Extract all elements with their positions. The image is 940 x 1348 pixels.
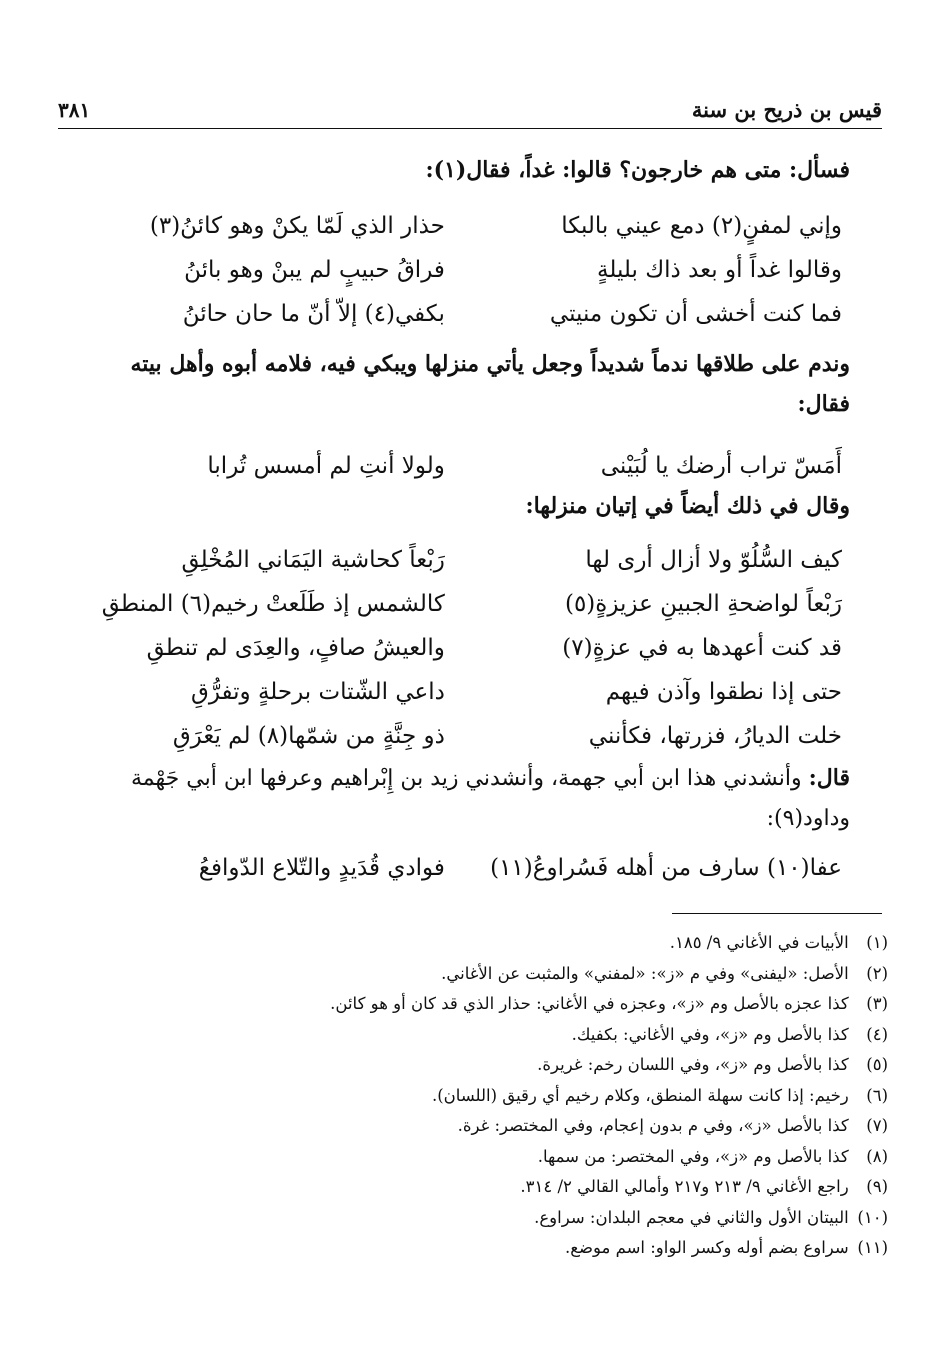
poem3-verse-3 (120, 626, 842, 670)
verse-second-hemistich: ذو جِنَّةٍ من شمّها(٨) لم يَعْرَقِ (172, 723, 445, 749)
qala-label: قال: (808, 765, 850, 791)
verse-second-hemistich: كالشمس إذ طَلَعتْ رخيم(٦) المنطقِ (101, 591, 445, 617)
footnote-text: راجع الأغاني ٩/ ٢١٣ و٢١٧ وأمالي القالي ٢/ ٣١٤. (520, 1177, 849, 1196)
narrative-paragraph-1: وندم على طلاقها ندماً شديداً وجعل يأتي منزلها ويبكي فيه، فلامه أبوه وأهل بيته فقال: (130, 351, 850, 417)
footnote-text: الأصل: «ليفنى» وفي م «ز»: «لمفني» والمثبت عن الأغاني. (441, 963, 849, 983)
footnote-text: سراوع بضم أوله وكسر الواو: اسم موضع. (564, 1238, 849, 1257)
poem3-verse-5 (120, 714, 842, 758)
footnotes (100, 928, 888, 1264)
verse-first-hemistich: خلت الديارُ، فزرتها، فكأنني (588, 723, 842, 749)
footnote (100, 1050, 888, 1081)
poem1-verse-2 (120, 248, 842, 292)
verse-first-hemistich: قد كنت أعهدها به في عزةٍ(٧) (562, 635, 842, 661)
footnote-text: كذا بالأصل وم «ز»، وفي المختصر: من سمها. (537, 1146, 849, 1166)
intro-paragraph: فسأل: متى هم خارجون؟ قالوا: غداً، فقال(١): (425, 157, 850, 183)
narrative-paragraph-2: وقال في ذلك أيضاً في إتيان منزلها: (525, 493, 850, 519)
narrative-text: وأنشدني هذا ابن أبي جهمة، وأنشدني زيد بن إِبْراهيم وعرفها ابن أبي جَهْمة وداود(٩): (131, 766, 850, 831)
footnote (100, 959, 888, 990)
running-header (58, 88, 882, 129)
footnote-text: كذا بالأصل وم «ز»، وفي اللسان رخم: غريرة. (537, 1055, 849, 1074)
poem1-verse-3 (120, 292, 842, 336)
footnote-text: الأبيات في الأغاني ٩/ ١٨٥. (669, 933, 849, 952)
footnote-number: (١١) (857, 1238, 888, 1257)
footnote (100, 1020, 888, 1051)
verse-first-hemistich: حتى إذا نطقوا وآذن فيهم (605, 679, 842, 705)
verse-first-hemistich: وإني لمفنٍ(٢) دمع عيني بالبكا (561, 213, 842, 239)
footnote-number: (٣) (866, 994, 888, 1013)
footnote-number: (٩) (866, 1177, 888, 1196)
verse-first-hemistich: فما كنت أخشى أن تكون منيتي (549, 301, 842, 327)
verse-first-hemistich: رَبْعاً لواضحةِ الجبينِ عزيزةٍ(٥) (564, 591, 842, 617)
verse-first-hemistich: عفا(١٠) سارف من أهله فَسُراوعُ(١١) (490, 855, 842, 881)
verse-second-hemistich: فوادي قُدَيدٍ والتّلاع الدّوافعُ (198, 855, 445, 881)
footnote-number: (٧) (866, 1116, 888, 1135)
footnote-text: رخيم: إذا كانت سهلة المنطق، وكلام رخيم أي رقيق (اللسان). (432, 1085, 849, 1105)
poem4-verse-1 (120, 846, 842, 890)
footnote-text: كذا بالأصل «ز»، وفي م بدون إعجام، وفي المختصر: غرة. (457, 1116, 849, 1135)
footnote (100, 928, 888, 959)
footnote-number: (٨) (866, 1146, 888, 1166)
footnote-number: (٤) (866, 1024, 888, 1044)
footnote (100, 1233, 888, 1264)
poem3-verse-2 (101, 582, 842, 626)
footnote-number: (٦) (866, 1085, 888, 1105)
verse-second-hemistich: رَبْعاً كحاشية اليَمَاني المُخْلِقِ (181, 547, 445, 573)
verse-second-hemistich: والعيشُ صافٍ، والعِدَى لم تنطقِ (146, 635, 445, 661)
footnote (100, 1111, 888, 1142)
page-number: ٣٨١ (58, 98, 91, 122)
verse-first-hemistich: أَمَسّ تراب أرضك يا لُبَيْنى (600, 453, 842, 479)
footnote-separator (672, 913, 882, 914)
footnote-text: كذا بالأصل وم «ز»، وفي الأغاني: بكفيك. (571, 1024, 849, 1044)
poem2-verse-1 (120, 444, 842, 488)
footnote (100, 989, 888, 1020)
footnote (100, 1172, 888, 1203)
footnote (100, 1203, 888, 1234)
verse-second-hemistich: حذار الذي لَمّا يكنْ وهو كائنُ(٣) (149, 213, 445, 239)
poem3-verse-1 (120, 538, 842, 582)
footnote-number: (١٠) (857, 1207, 888, 1227)
poem1-verse-1 (120, 204, 842, 248)
poem3-verse-4 (120, 670, 842, 714)
footnote-number: (٥) (866, 1055, 888, 1074)
footnote-text: كذا عجزه بالأصل وم «ز»، وعجزه في الأغاني: حذار الذي قد كان أو هو كائن. (330, 994, 849, 1013)
verse-first-hemistich: كيف السُّلُوّ ولا أزال أرى لها (585, 547, 842, 573)
verse-second-hemistich: بكفي(٤) إلاّ أنّ ما حان حائنُ (182, 301, 445, 327)
footnote (100, 1142, 888, 1173)
narrative-paragraph-3 (80, 758, 850, 839)
verse-second-hemistich: داعي الشّتات برحلةٍ وتفرُّقِ (190, 679, 445, 705)
running-title: قيس بن ذريح بن سنة (691, 97, 882, 122)
footnote-number: (١) (866, 933, 888, 952)
footnote (100, 1081, 888, 1112)
footnote-number: (٢) (866, 963, 888, 983)
verse-second-hemistich: ولولا أنتِ لم أمسس تُرابا (207, 453, 445, 479)
verse-first-hemistich: وقالوا غداً أو بعد ذاك بليلةٍ (597, 257, 842, 283)
footnote-text: البيتان الأول والثاني في معجم البلدان: سراوع. (534, 1207, 849, 1227)
verse-second-hemistich: فراقُ حبيبٍ لم يبنْ وهو بائنُ (184, 257, 445, 283)
